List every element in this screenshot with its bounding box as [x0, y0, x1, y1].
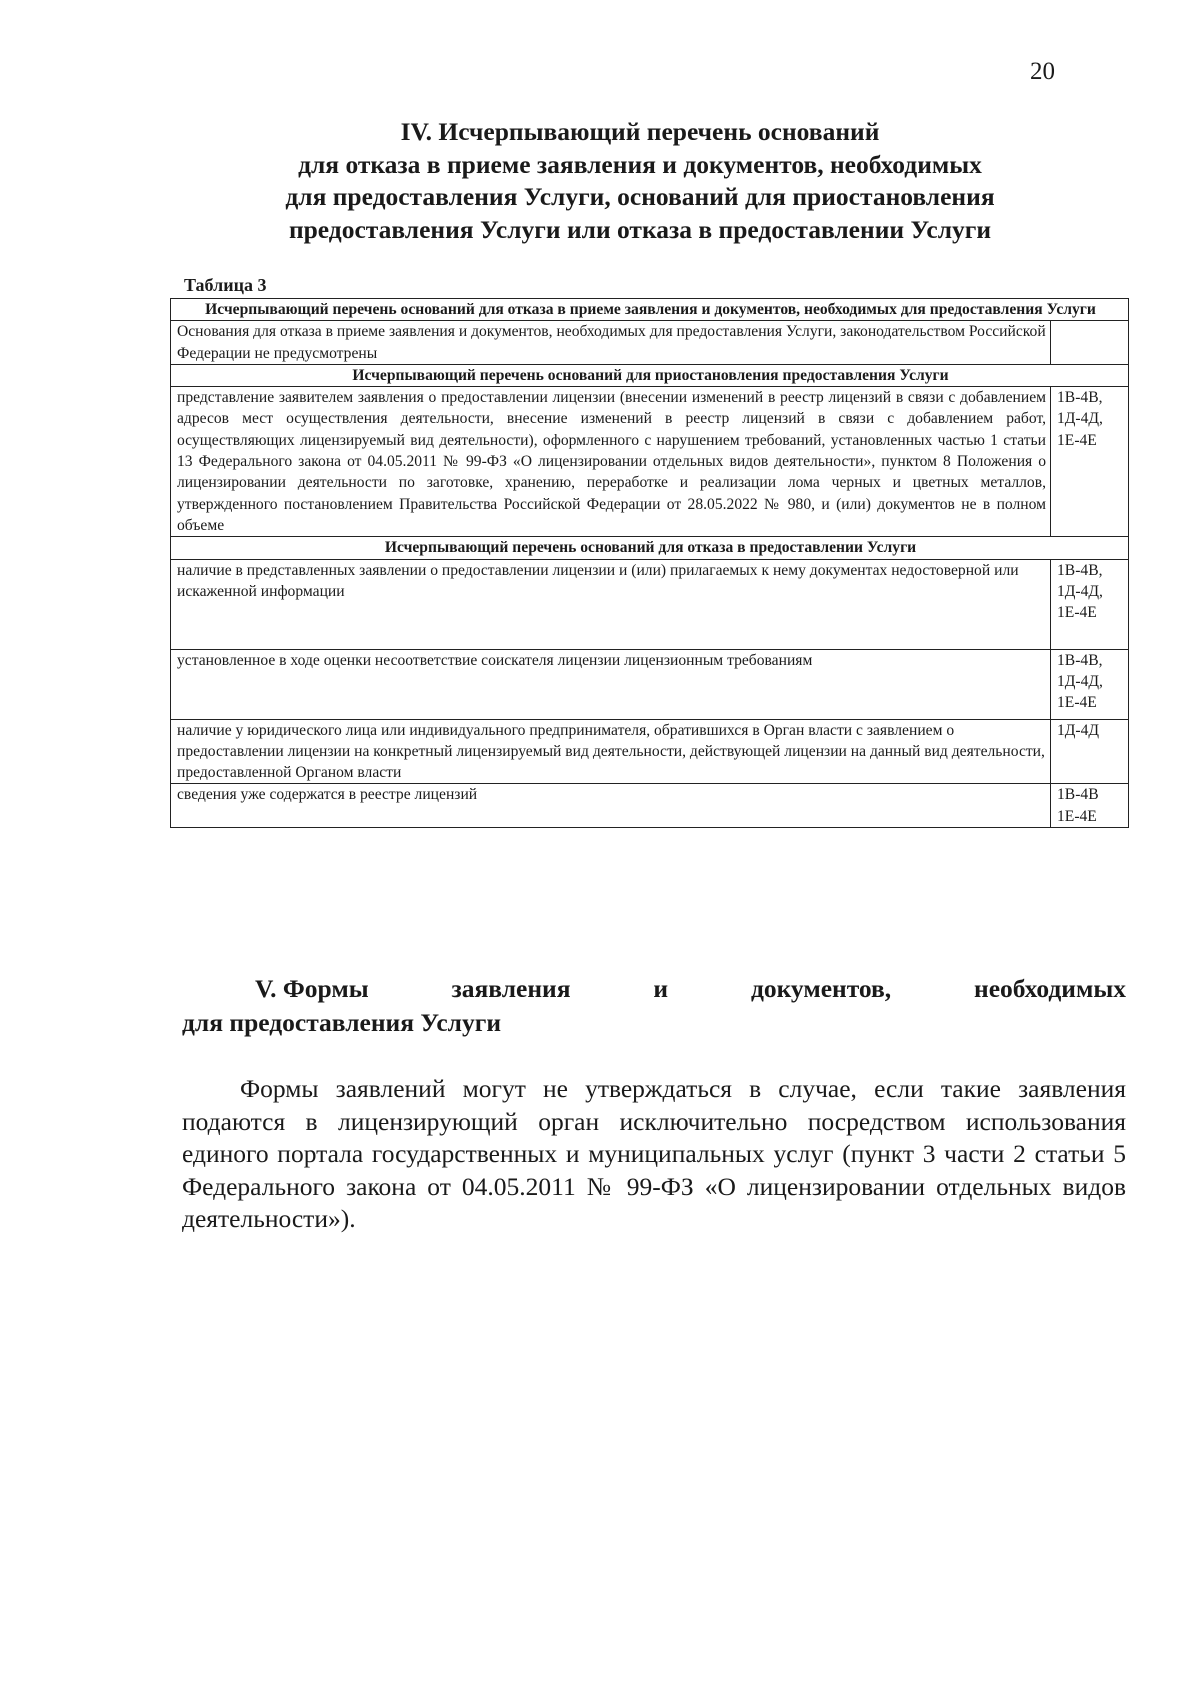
grounds-table: [170, 298, 1129, 828]
table-cell-codes: 1В-4В, 1Д-4Д, 1Е-4Е: [1051, 559, 1129, 649]
section-v-heading-word: V. Формы: [255, 974, 369, 1003]
section-iv-heading-line: для предоставления Услуги, оснований для приостановления: [285, 182, 995, 211]
section-v-paragraph: Формы заявлений могут не утверждаться в случае, если такие заявления подаются в лицензирующий орган исключительно посредством использования единого портала государственных и муниципальных услуг (пункт 3 части 2 статьи 5 Федерального закона от 04.05.2011 № 99-ФЗ «О лицензировании отдельных видов деятельности»).: [182, 1074, 1126, 1233]
table-row: [171, 299, 1129, 321]
section-v-heading-word: заявления: [451, 974, 571, 1003]
section-v-heading-line: [182, 972, 1126, 1006]
section-v-heading-line: для предоставления Услуги: [182, 1008, 502, 1037]
table-cell-text: наличие в представленных заявлении о предоставлении лицензии и (или) прилагаемых к нему документах недостоверной или искаженной информации: [171, 559, 1051, 649]
table-row: [171, 719, 1129, 784]
table-caption: Таблица 3: [184, 275, 267, 295]
page-number: 20: [1030, 58, 1055, 85]
table-cell-codes: 1Д-4Д: [1051, 719, 1129, 784]
table-header-refusal-acceptance: Исчерпывающий перечень оснований для отказа в приеме заявления и документов, необходимых для предоставления Услуги: [171, 299, 1129, 321]
section-v-heading: [182, 972, 1126, 1040]
table-header-suspension: Исчерпывающий перечень оснований для приостановления предоставления Услуги: [171, 364, 1129, 386]
table-header-refusal-provision: Исчерпывающий перечень оснований для отказа в предоставлении Услуги: [171, 537, 1129, 559]
section-iv-heading: [240, 116, 1040, 246]
table-row: [171, 784, 1129, 828]
table-cell-text: представление заявителем заявления о предоставлении лицензии (внесении изменений в реестр лицензий в связи с добавлением адресов мест осуществления деятельности, внесение изменений в реестр лицензий в связи с добавлением работ, осуществляющих лицензируемый вид деятельности), оформленного с нарушением требований, установленных частью 1 статьи 13 Федерального закона от 04.05.2011 № 99-ФЗ «О лицензировании отдельных видов деятельности», пунктом 8 Положения о лицензировании деятельности по заготовке, хранению, переработке и реализации лома черных и цветных металлов, утвержденного постановлением Правительства Российской Федерации от 28.05.2022 № 980, и (или) документов не в полном объеме: [171, 387, 1051, 537]
table-cell-text: наличие у юридического лица или индивидуального предпринимателя, обратившихся в Орган власти с заявлением о предоставлении лицензии на конкретный лицензируемый вид деятельности, действующей лицензии на данный вид деятельности, предоставленной Органом власти: [171, 719, 1051, 784]
table-row: [171, 537, 1129, 559]
table-cell-text: сведения уже содержатся в реестре лицензий: [171, 784, 1051, 828]
section-iv-heading-line: IV. Исчерпывающий перечень оснований: [400, 117, 880, 146]
table-row: [171, 559, 1129, 649]
table-row: [171, 321, 1129, 365]
table-cell-codes: 1В-4В 1Е-4Е: [1051, 784, 1129, 828]
table-cell-codes: 1В-4В, 1Д-4Д, 1Е-4Е: [1051, 387, 1129, 537]
section-iv-heading-line: предоставления Услуги или отказа в предоставлении Услуги: [288, 214, 992, 244]
section-v-heading-word: документов,: [750, 974, 892, 1003]
section-v-heading-word: необходимых: [974, 974, 1126, 1003]
table-cell-text: Основания для отказа в приеме заявления и документов, необходимых для предоставления Услуги, законодательством Российской Федерации не предусмотрены: [171, 321, 1051, 365]
section-v-heading-word: и: [653, 974, 669, 1003]
table-row: [171, 649, 1129, 719]
table-cell-text: установленное в ходе оценки несоответствие соискателя лицензии лицензионным требованиям: [171, 649, 1051, 719]
table-row: [171, 364, 1129, 386]
section-iv-heading-line: для отказа в приеме заявления и документов, необходимых: [298, 149, 982, 179]
table-cell-codes: [1051, 321, 1129, 365]
table-row: [171, 387, 1129, 537]
table-cell-codes: 1В-4В, 1Д-4Д, 1Е-4Е: [1051, 649, 1129, 719]
